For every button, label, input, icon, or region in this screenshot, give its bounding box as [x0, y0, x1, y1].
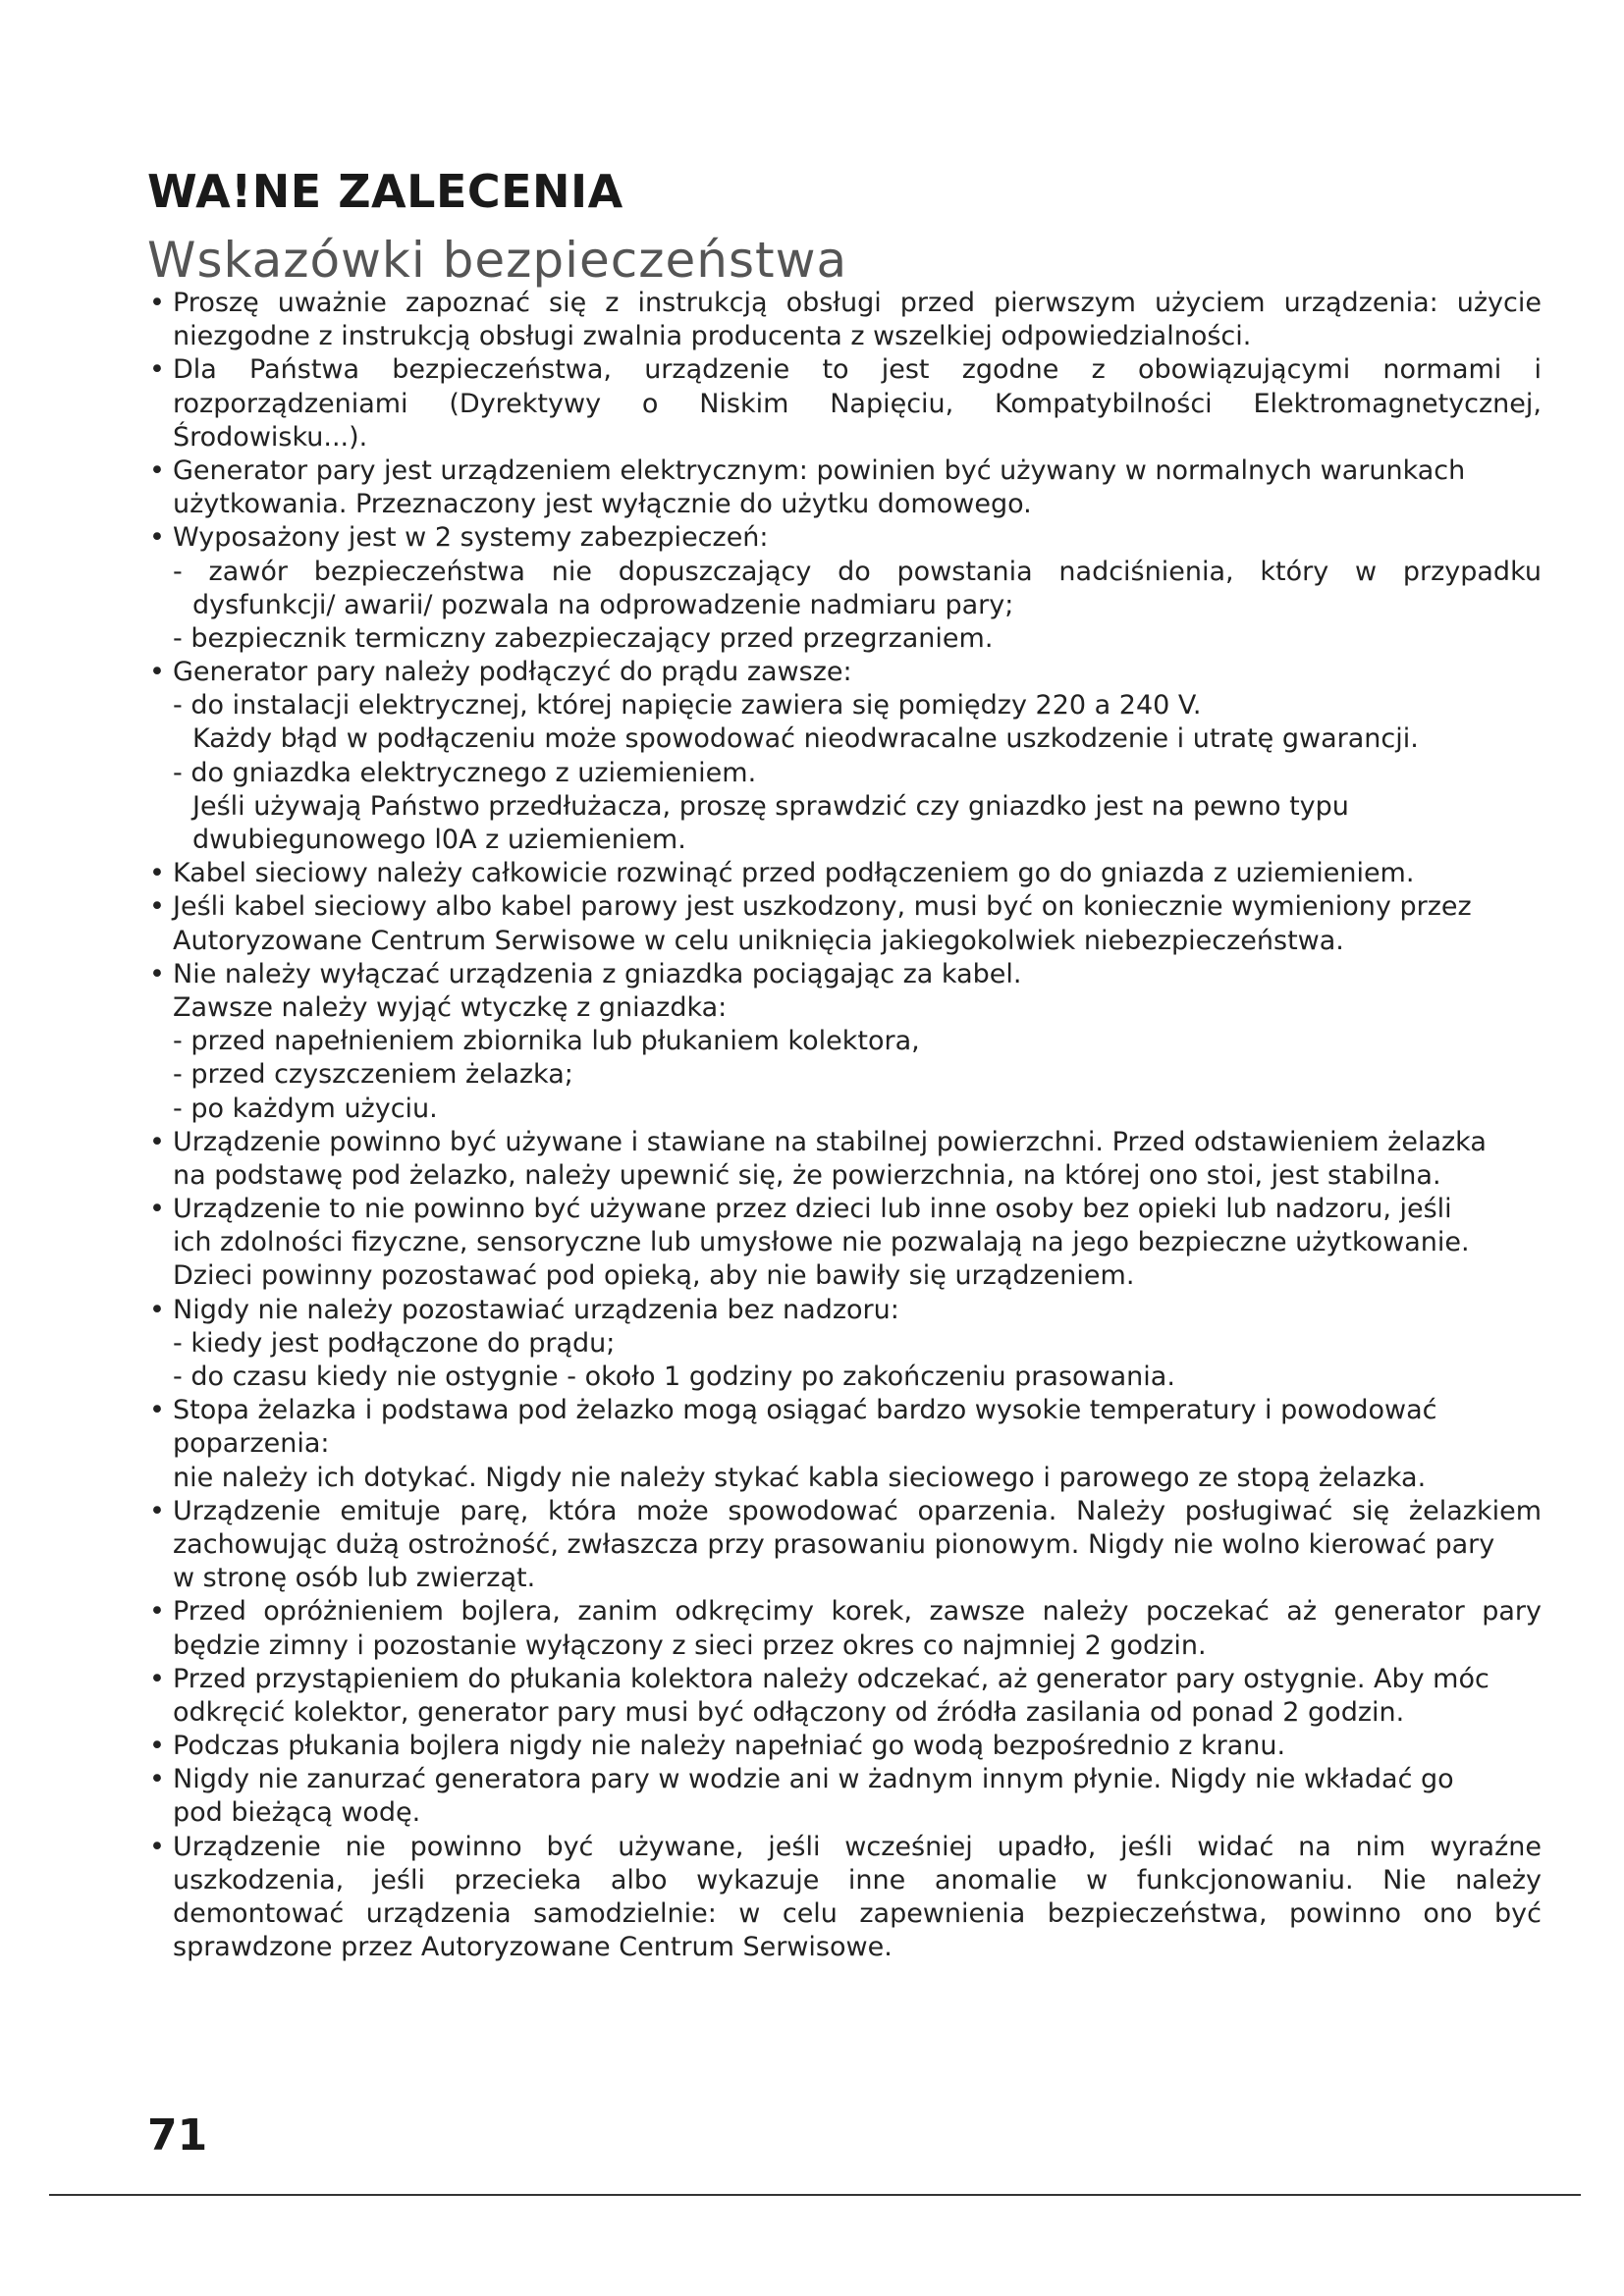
- text-line: Każdy błąd w podłączeniu może spowodować nieodwracalne uszkodzenie i utratę gwarancji.: [192, 723, 1419, 755]
- text-line: dysfunkcji/ awarii/ pozwala na odprowadzenie nadmiaru pary;: [192, 589, 1014, 620]
- text-line: poparzenia:: [173, 1428, 330, 1460]
- text-line: - do gniazdka elektrycznego z uziemieniem.: [173, 757, 757, 788]
- text-line: niezgodne z instrukcją obsługi zwalnia producenta z wszelkiej odpowiedzialności.: [173, 321, 1252, 352]
- text-line: • Generator pary jest urządzeniem elektrycznym: powinien być używany w normalnych warunkach: [147, 454, 1542, 488]
- text-line: Środowisku...).: [173, 421, 368, 453]
- text-line: • Przed opróżnieniem bojlera, zanim odkręcimy korek, zawsze należy poczekać aż generator pary: [147, 1595, 1542, 1629]
- text-line: • Urządzenie nie powinno być używane, jeśli wcześniej upadło, jeśli widać na nim wyraźne: [147, 1831, 1542, 1864]
- text-line: pod bieżącą wodę.: [173, 1797, 421, 1829]
- text-line: w stronę osób lub zwierząt.: [173, 1563, 536, 1594]
- text-line: zachowując dużą ostrożność, zwłaszcza przy prasowaniu pionowym. Nigdy nie wolno kierować pary: [173, 1528, 1495, 1560]
- text-line: • Nigdy nie zanurzać generatora pary w wodzie ani w żadnym innym płynie. Nigdy nie wkładać go: [147, 1763, 1542, 1796]
- text-line: użytkowania. Przeznaczony jest wyłącznie do użytku domowego.: [173, 489, 1032, 520]
- text-line: • Urządzenie to nie powinno być używane przez dzieci lub inne osoby bez opieki lub nadzoru, jeśli: [147, 1193, 1542, 1226]
- text-line: - do instalacji elektrycznej, której napięcie zawiera się pomiędzy 220 a 240 V.: [173, 690, 1202, 721]
- page-number: 71: [147, 2110, 208, 2161]
- text-line: • Urządzenie powinno być używane i stawiane na stabilnej powierzchni. Przed odstawieniem żelazka: [147, 1126, 1542, 1159]
- text-line: • Proszę uważnie zapoznać się z instrukcją obsługi przed pierwszym użyciem urządzenia: użycie: [147, 287, 1542, 320]
- text-line: • Nie należy wyłączać urządzenia z gniazdka pociągając za kabel.: [147, 958, 1542, 991]
- safety-instructions-list: [147, 287, 1542, 1964]
- text-line: • Przed przystąpieniem do płukania kolektora należy odczekać, aż generator pary ostygnie. Aby móc: [147, 1663, 1542, 1696]
- text-line: sprawdzone przez Autoryzowane Centrum Serwisowe.: [173, 1932, 893, 1963]
- section-subheading: Wskazówki bezpieczeństwa: [147, 232, 848, 289]
- footer-divider: [49, 2194, 1581, 2196]
- text-line: • Generator pary należy podłączyć do prądu zawsze:: [147, 656, 1542, 689]
- text-line: • Wyposażony jest w 2 systemy zabezpieczeń:: [147, 521, 1542, 555]
- text-line: - po każdym użyciu.: [173, 1093, 438, 1124]
- text-line: • Podczas płukania bojlera nigdy nie należy napełniać go wodą bezpośrednio z kranu.: [147, 1730, 1542, 1763]
- text-line: - kiedy jest podłączone do prądu;: [173, 1327, 616, 1359]
- text-line: • Nigdy nie należy pozostawiać urządzenia bez nadzoru:: [147, 1294, 1542, 1327]
- text-line: Zawsze należy wyjąć wtyczkę z gniazdka:: [173, 991, 728, 1023]
- text-line: - zawór bezpieczeństwa nie dopuszczający do powstania nadciśnienia, który w przypadku: [173, 556, 1542, 587]
- text-line: - przed czyszczeniem żelazka;: [173, 1059, 573, 1091]
- text-line: rozporządzeniami (Dyrektywy o Niskim Napięciu, Kompatybilności Elektromagnetycznej,: [173, 388, 1542, 419]
- text-line: - do czasu kiedy nie ostygnie - około 1 godziny po zakończeniu prasowania.: [173, 1362, 1175, 1392]
- text-line: nie należy ich dotykać. Nigdy nie należy stykać kabla sieciowego i parowego ze stopą żelazka.: [173, 1462, 1427, 1493]
- page-heading: WA!NE ZALECENIA: [147, 165, 623, 218]
- text-line: • Stopa żelazka i podstawa pod żelazko mogą osiągać bardzo wysokie temperatury i powodować: [147, 1394, 1542, 1427]
- text-line: będzie zimny i pozostanie wyłączony z sieci przez okres co najmniej 2 godzin.: [173, 1629, 1207, 1661]
- text-line: Jeśli używają Państwo przedłużacza, proszę sprawdzić czy gniazdko jest na pewno typu: [192, 790, 1349, 822]
- text-line: demontować urządzenia samodzielnie: w celu zapewnienia bezpieczeństwa, powinno ono być: [173, 1898, 1542, 1929]
- text-line: • Kabel sieciowy należy całkowicie rozwinąć przed podłączeniem go do gniazda z uziemieniem.: [147, 857, 1542, 890]
- text-line: • Jeśli kabel sieciowy albo kabel parowy jest uszkodzony, musi być on koniecznie wymieniony przez: [147, 890, 1542, 924]
- text-line: uszkodzenia, jeśli przecieka albo wykazuje inne anomalie w funkcjonowaniu. Nie należy: [173, 1864, 1542, 1896]
- text-line: na podstawę pod żelazko, należy upewnić się, że powierzchnia, na której ono stoi, jest stabilna.: [173, 1159, 1441, 1191]
- text-line: - przed napełnieniem zbiornika lub płukaniem kolektora,: [173, 1026, 920, 1057]
- text-line: ich zdolności fizyczne, sensoryczne lub umysłowe nie pozwalają na jego bezpieczne użytkowanie.: [173, 1227, 1470, 1258]
- text-line: Dzieci powinny pozostawać pod opieką, aby nie bawiły się urządzeniem.: [173, 1260, 1135, 1292]
- text-line: Autoryzowane Centrum Serwisowe w celu uniknięcia jakiegokolwiek niebezpieczeństwa.: [173, 925, 1344, 956]
- text-line: - bezpiecznik termiczny zabezpieczający przed przegrzaniem.: [173, 622, 994, 654]
- text-line: • Dla Państwa bezpieczeństwa, urządzenie to jest zgodne z obowiązującymi normami i: [147, 353, 1542, 387]
- text-line: dwubiegunowego l0A z uziemieniem.: [192, 825, 686, 855]
- text-line: odkręcić kolektor, generator pary musi być odłączony od źródła zasilania od ponad 2 godzin.: [173, 1696, 1405, 1728]
- text-line: • Urządzenie emituje parę, która może spowodować oparzenia. Należy posługiwać się żelazkiem: [147, 1495, 1542, 1528]
